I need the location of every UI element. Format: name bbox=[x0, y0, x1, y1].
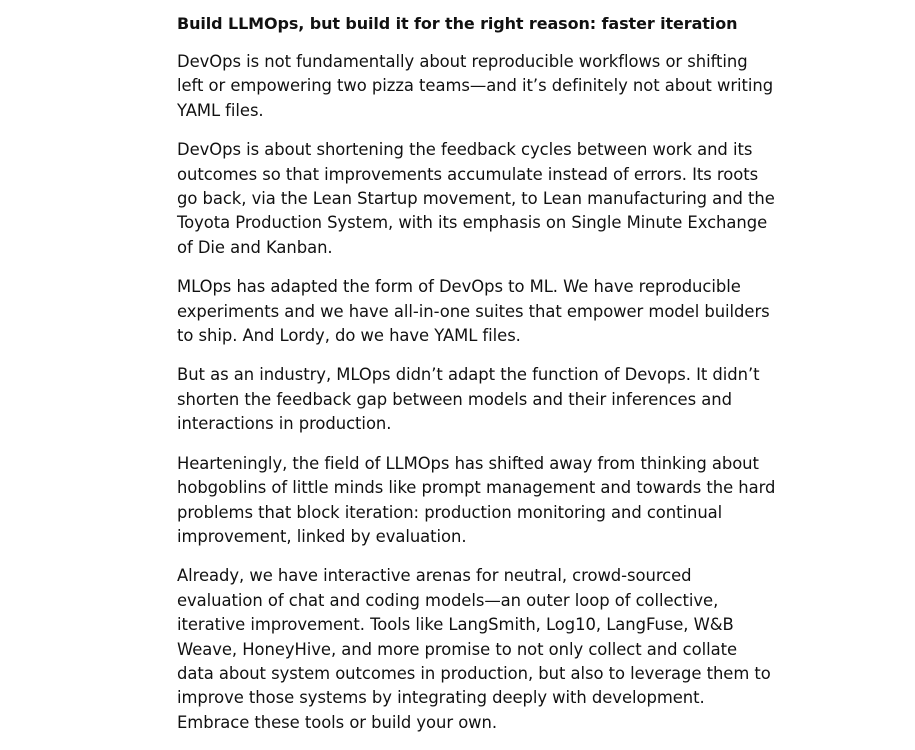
paragraph-tools: Already, we have interactive arenas for neutral, crowd-sourced evaluation of chat and coding models—an outer loop of collective, iterative improvement. Tools like LangSmith, Log10, LangFuse, W&B Weave, HoneyHive, and more promise to not only collect and collate data about system outcomes in production, but also to leverage them to improve those systems by integrating deeply with development. Embrace these tools or build your own. bbox=[177, 566, 771, 732]
paragraph-devops-about: DevOps is about shortening the feedback cycles between work and its outcomes so that improvements accumulate instead of errors. Its roots go back, via the Lean Startup movement, to Lean manufacturing and the Toyota Production System, with its emphasis on Single Minute Exchange of Die and Kanban. bbox=[177, 140, 775, 257]
paragraph-mlops-form: MLOps has adapted the form of DevOps to ML. We have reproducible experiments and we have all-in-one suites that empower model builders to ship. And Lordy, do we have YAML files. bbox=[177, 277, 770, 346]
article bbox=[177, 12, 777, 750]
paragraph-llmops-shift: Hearteningly, the field of LLMOps has shifted away from thinking about hobgoblins of little minds like prompt management and towards the hard problems that block iteration: production monitoring and continual improvement, linked by evaluation. bbox=[177, 453, 776, 546]
paragraph-devops-not: DevOps is not fundamentally about reproducible workflows or shifting left or empowering two pizza teams—and it’s definitely not about writing YAML files. bbox=[177, 52, 774, 120]
paragraph-mlops-function: But as an industry, MLOps didn’t adapt the function of Devops. It didn’t shorten the feedback gap between models and their inferences and interactions in production. bbox=[177, 365, 760, 434]
article-heading: Build LLMOps, but build it for the right reason: faster iteration bbox=[177, 14, 738, 33]
